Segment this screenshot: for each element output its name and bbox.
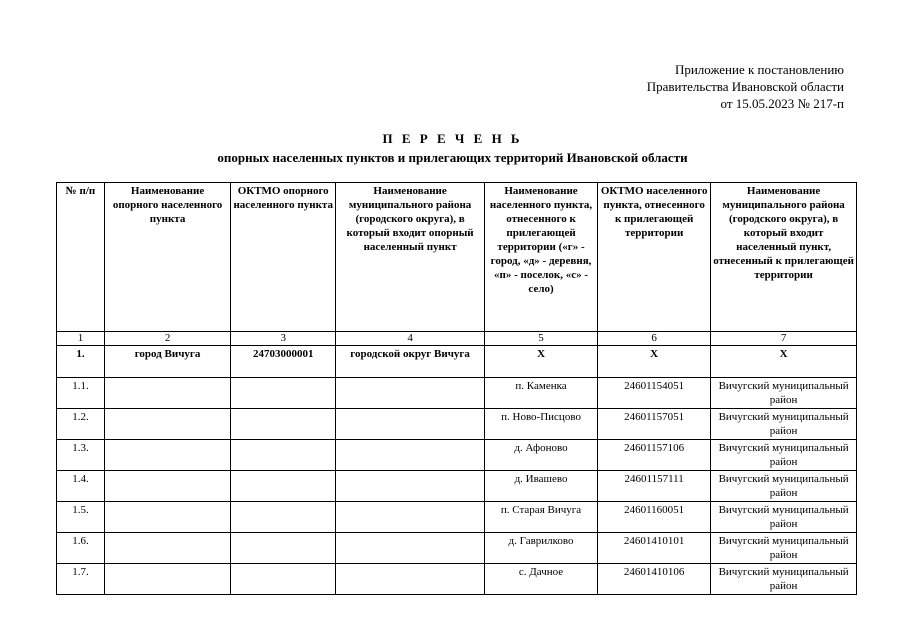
settlements-table (56, 182, 857, 595)
settlement-district: Вичугский муниципальный район (711, 471, 857, 502)
settlement-oktmo: 24601160051 (598, 502, 711, 533)
hub-num: 1. (57, 346, 105, 378)
appendix-block (647, 61, 844, 112)
header-num: № п/п (57, 183, 105, 332)
settlement-name: п. Ново-Писцово (484, 409, 597, 440)
hub-settlement-name: X (484, 346, 597, 378)
table-row (57, 409, 857, 440)
settlement-name: с. Дачное (484, 564, 597, 595)
settlement-name: п. Каменка (484, 378, 597, 409)
table-row (57, 471, 857, 502)
empty-cell (231, 440, 336, 471)
settlement-oktmo: 24601410106 (598, 564, 711, 595)
empty-cell (336, 471, 485, 502)
hub-name: город Вичуга (104, 346, 230, 378)
hub-settlement-district: X (711, 346, 857, 378)
column-number: 6 (598, 332, 711, 346)
column-number: 2 (104, 332, 230, 346)
settlement-oktmo: 24601157051 (598, 409, 711, 440)
table-row (57, 564, 857, 595)
empty-cell (336, 440, 485, 471)
row-num: 1.4. (57, 471, 105, 502)
empty-cell (231, 471, 336, 502)
hub-settlement-oktmo: X (598, 346, 711, 378)
column-number-row (57, 332, 857, 346)
row-num: 1.1. (57, 378, 105, 409)
empty-cell (231, 502, 336, 533)
header-hub-district: Наименование муниципального района (городского округа), в который входит опорный населенный пункт (336, 183, 485, 332)
empty-cell (336, 378, 485, 409)
settlement-district: Вичугский муниципальный район (711, 533, 857, 564)
empty-cell (104, 564, 230, 595)
column-number: 7 (711, 332, 857, 346)
empty-cell (104, 533, 230, 564)
settlement-district: Вичугский муниципальный район (711, 502, 857, 533)
settlement-name: д. Ивашево (484, 471, 597, 502)
empty-cell (231, 533, 336, 564)
column-number: 3 (231, 332, 336, 346)
column-number: 4 (336, 332, 485, 346)
settlement-district: Вичугский муниципальный район (711, 378, 857, 409)
empty-cell (104, 378, 230, 409)
hub-row (57, 346, 857, 378)
row-num: 1.7. (57, 564, 105, 595)
document-subtitle: опорных населенных пунктов и прилегающих территорий Ивановской области (217, 150, 688, 165)
row-num: 1.3. (57, 440, 105, 471)
row-num: 1.5. (57, 502, 105, 533)
header-hub-name: Наименование опорного населенного пункта (104, 183, 230, 332)
row-num: 1.2. (57, 409, 105, 440)
table-body (57, 332, 857, 595)
table-row (57, 440, 857, 471)
empty-cell (336, 533, 485, 564)
hub-oktmo: 24703000001 (231, 346, 336, 378)
header-settlement-name: Наименование населенного пункта, отнесенного к прилегающей территории («г» - город, «д» - деревня, «п» - поселок, «с» - село) (484, 183, 597, 332)
settlement-district: Вичугский муниципальный район (711, 564, 857, 595)
settlement-oktmo: 24601154051 (598, 378, 711, 409)
document-title: П Е Р Е Ч Е Н Ь (382, 131, 523, 146)
header-settlement-oktmo: ОКТМО населенного пункта, отнесенного к прилегающей территории (598, 183, 711, 332)
settlement-name: д. Афоново (484, 440, 597, 471)
empty-cell (336, 502, 485, 533)
settlement-oktmo: 24601157106 (598, 440, 711, 471)
row-num: 1.6. (57, 533, 105, 564)
empty-cell (336, 564, 485, 595)
column-number: 5 (484, 332, 597, 346)
settlement-district: Вичугский муниципальный район (711, 440, 857, 471)
settlement-oktmo: 24601410101 (598, 533, 711, 564)
appendix-line-1: Приложение к постановлению (674, 62, 844, 77)
empty-cell (104, 502, 230, 533)
header-hub-oktmo: ОКТМО опорного населенного пункта (231, 183, 336, 332)
empty-cell (231, 409, 336, 440)
column-number: 1 (57, 332, 105, 346)
settlement-oktmo: 24601157111 (598, 471, 711, 502)
header-settlement-district: Наименование муниципального района (городского округа), в который входит населенный пункт, отнесенный к прилегающей территории (711, 183, 857, 332)
hub-district: городской округ Вичуга (336, 346, 485, 378)
empty-cell (104, 471, 230, 502)
table-row (57, 502, 857, 533)
empty-cell (231, 564, 336, 595)
empty-cell (231, 378, 336, 409)
settlement-name: д. Гаврилково (484, 533, 597, 564)
empty-cell (104, 440, 230, 471)
table-row (57, 533, 857, 564)
empty-cell (104, 409, 230, 440)
appendix-line-3: от 15.05.2023 № 217-п (720, 96, 844, 111)
empty-cell (336, 409, 485, 440)
settlement-district: Вичугский муниципальный район (711, 409, 857, 440)
appendix-line-2: Правительства Ивановской области (646, 79, 844, 94)
table-row (57, 378, 857, 409)
table-header-row (57, 183, 857, 332)
settlement-name: п. Старая Вичуга (484, 502, 597, 533)
